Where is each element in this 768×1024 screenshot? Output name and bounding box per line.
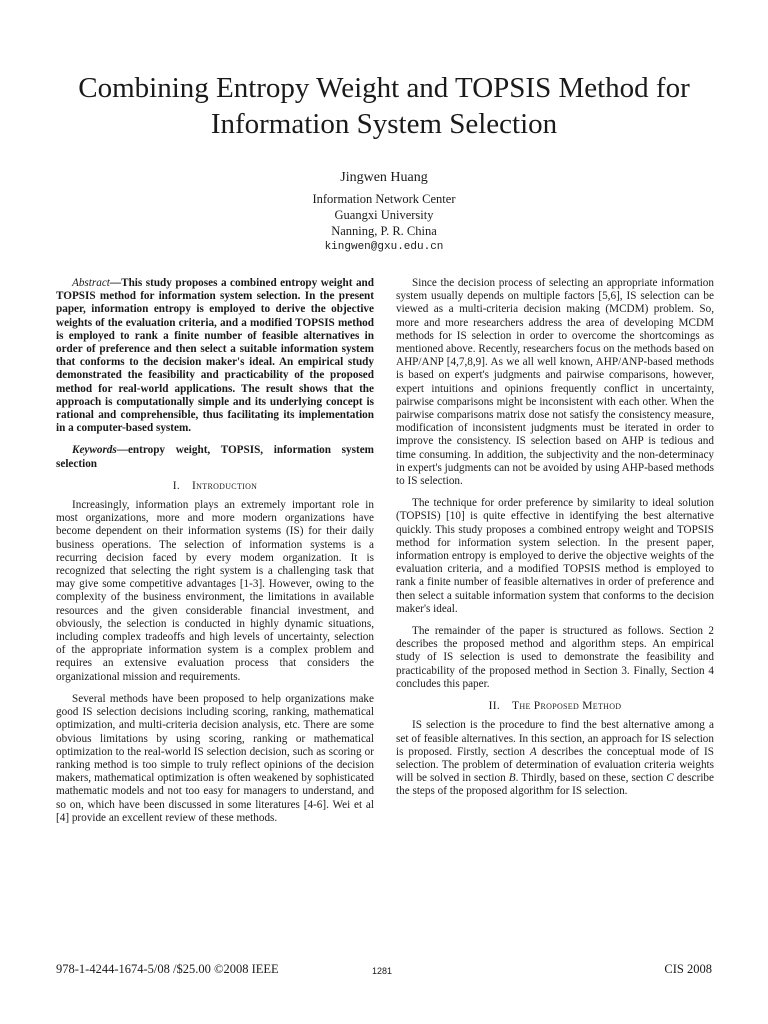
paper-title: Combining Entropy Weight and TOPSIS Method for Information System Selection bbox=[78, 72, 690, 140]
paragraph bbox=[396, 719, 714, 798]
abstract-lead: Abstract bbox=[72, 277, 110, 289]
keywords-text: —entropy weight, TOPSIS, information system selection bbox=[56, 444, 374, 470]
section-heading-introduction bbox=[56, 480, 374, 493]
paragraph: Increasingly, information plays an extremely important role in most organizations, more and more modern organizations have become dependent on their information systems (IS) for their daily business operations. The selection of information systems is a recurring decision faced by every modem organization. It is recognized that selecting the right system is a challenging task that may give some competitive advantages [1-3]. However, owing to the complexity of the business environment, the limitations in available resources and the given considerable financial investment, and obviously, the selection is conducted in highly dynamic situations, including complex tradeoffs and high levels of uncertainty, selection of the appropriate information system is a complex problem and requires an extensive evaluation process that considers the organizational mission and requirements. bbox=[56, 499, 374, 683]
section-ref-b: B bbox=[508, 772, 516, 785]
right-column bbox=[396, 277, 714, 808]
paragraph: Several methods have been proposed to help organizations make good IS selection decisions including scoring, ranking, mathematical optimization, and multi-criteria decision analysis, etc. There are some obvious limitations by using scoring, ranking or mathematical optimization to the real-world IS selection decision, such as scoring or ranking method is too simple to truly reflect opinions of the decision makers, mathematical optimization is often weakened by sophisticated mathematic models and not too easy for managers to understand, and so on, which have been discussed in some literatures [4-6]. Wei et al [4] provide an excellent review of these methods. bbox=[56, 692, 374, 824]
footer-conference: CIS 2008 bbox=[664, 962, 712, 976]
paragraph-text: IS selection is the procedure to find the best alternative among a set of feasible alternatives. In this section, an approach for IS selection is proposed. Firstly, section bbox=[396, 719, 714, 758]
section-number: I. bbox=[172, 479, 181, 492]
author-affiliation-2: Guangxi University bbox=[334, 208, 434, 222]
section-ref-a: A bbox=[529, 745, 537, 758]
paragraph-text: describe the steps of the proposed algorithm for IS selection. bbox=[396, 772, 714, 798]
author-affiliation-3: Nanning, P. R. China bbox=[331, 224, 437, 238]
paragraph: The technique for order preference by similarity to ideal solution (TOPSIS) [10] is quite effective in identifying the best alternative quickly. This study proposes a combined entropy weight and TOPSIS method for information system selection. In the present paper, information entropy is employed to derive the objective weights of the evaluation criteria, and a modified TOPSIS method is employed to rank a finite number of feasible alternatives in order of preference and then select a suitable information system that conforms to the decision maker's ideal. bbox=[396, 497, 714, 615]
section-ref-c: C bbox=[666, 772, 674, 785]
author-email: kingwen@gxu.edu.cn bbox=[324, 241, 444, 253]
left-column bbox=[56, 277, 374, 834]
section-number: II. bbox=[488, 700, 501, 713]
section-title: The Proposed Method bbox=[512, 700, 622, 713]
abstract-text: —This study proposes a combined entropy weight and TOPSIS method for information system selection. In the present paper, information entropy is employed to derive the objective weights of the evaluation criteria, and a modified TOPSIS method is employed to rank a finite number of feasible alternatives in order of preference and then select a suitable information system that conforms to the decision maker's ideal. An empirical study demonstrated the feasibility and practicability of the proposed method for real-world applications. The result shows that the approach is computationally simple and its underlying concept is rational and comprehensible, thus facilitating its implementation in a computer-based system. bbox=[56, 277, 374, 435]
paragraph-text: . Thirdly, based on these, section bbox=[515, 772, 667, 785]
author-block bbox=[184, 168, 584, 255]
author-affiliation-1: Information Network Center bbox=[312, 192, 456, 206]
footer-copyright: 978-1-4244-1674-5/08 /$25.00 ©2008 IEEE bbox=[56, 962, 279, 976]
keywords bbox=[56, 444, 374, 470]
keywords-lead: Keywords bbox=[72, 444, 117, 457]
abstract bbox=[56, 277, 374, 435]
footer-page-number: 1281 bbox=[372, 966, 393, 976]
paragraph: The remainder of the paper is structured as follows. Section 2 describes the proposed method and algorithm steps. An empirical study of IS selection is used to demonstrate the feasibility and practicability of the proposed method in Section 3. Finally, Section 4 concludes this paper. bbox=[396, 625, 714, 690]
author-name: Jingwen Huang bbox=[340, 170, 428, 185]
section-heading-proposed-method bbox=[396, 700, 714, 713]
paragraph: Since the decision process of selecting an appropriate information system usually depends on multiple factors [5,6], IS selection can be viewed as a multi-criteria decision making (MCDM) problem. So, more and more researchers address the area of developing MCDM methods for IS selection in order to overcome the shortcomings as mentioned above. Recently, researchers focus on the methods based on AHP/ANP [4,7,8,9]. As we all well known, AHP/ANP-based methods is based on expert's judgments and pairwise comparisons, however, expert intuitions and opinions frequently conflict in uncertainty, pairwise comparisons might be inconsistent with each other. When the pairwise comparisons matrix dose not satisfy the consistency measure, modification of inconsistent judgments must be iterated in order to improve the consistency. IS selection based on AHP is tedious and time consuming. In addition, the subjectivity and the non-determinacy in expert's judgments can not be avoided by using AHP-based methods to IS selection. bbox=[396, 277, 714, 488]
section-title: Introduction bbox=[192, 479, 258, 492]
paragraph-text: describes the conceptual mode of IS selection. The problem of determination of evaluation criteria weights will be solved in section bbox=[396, 745, 714, 785]
